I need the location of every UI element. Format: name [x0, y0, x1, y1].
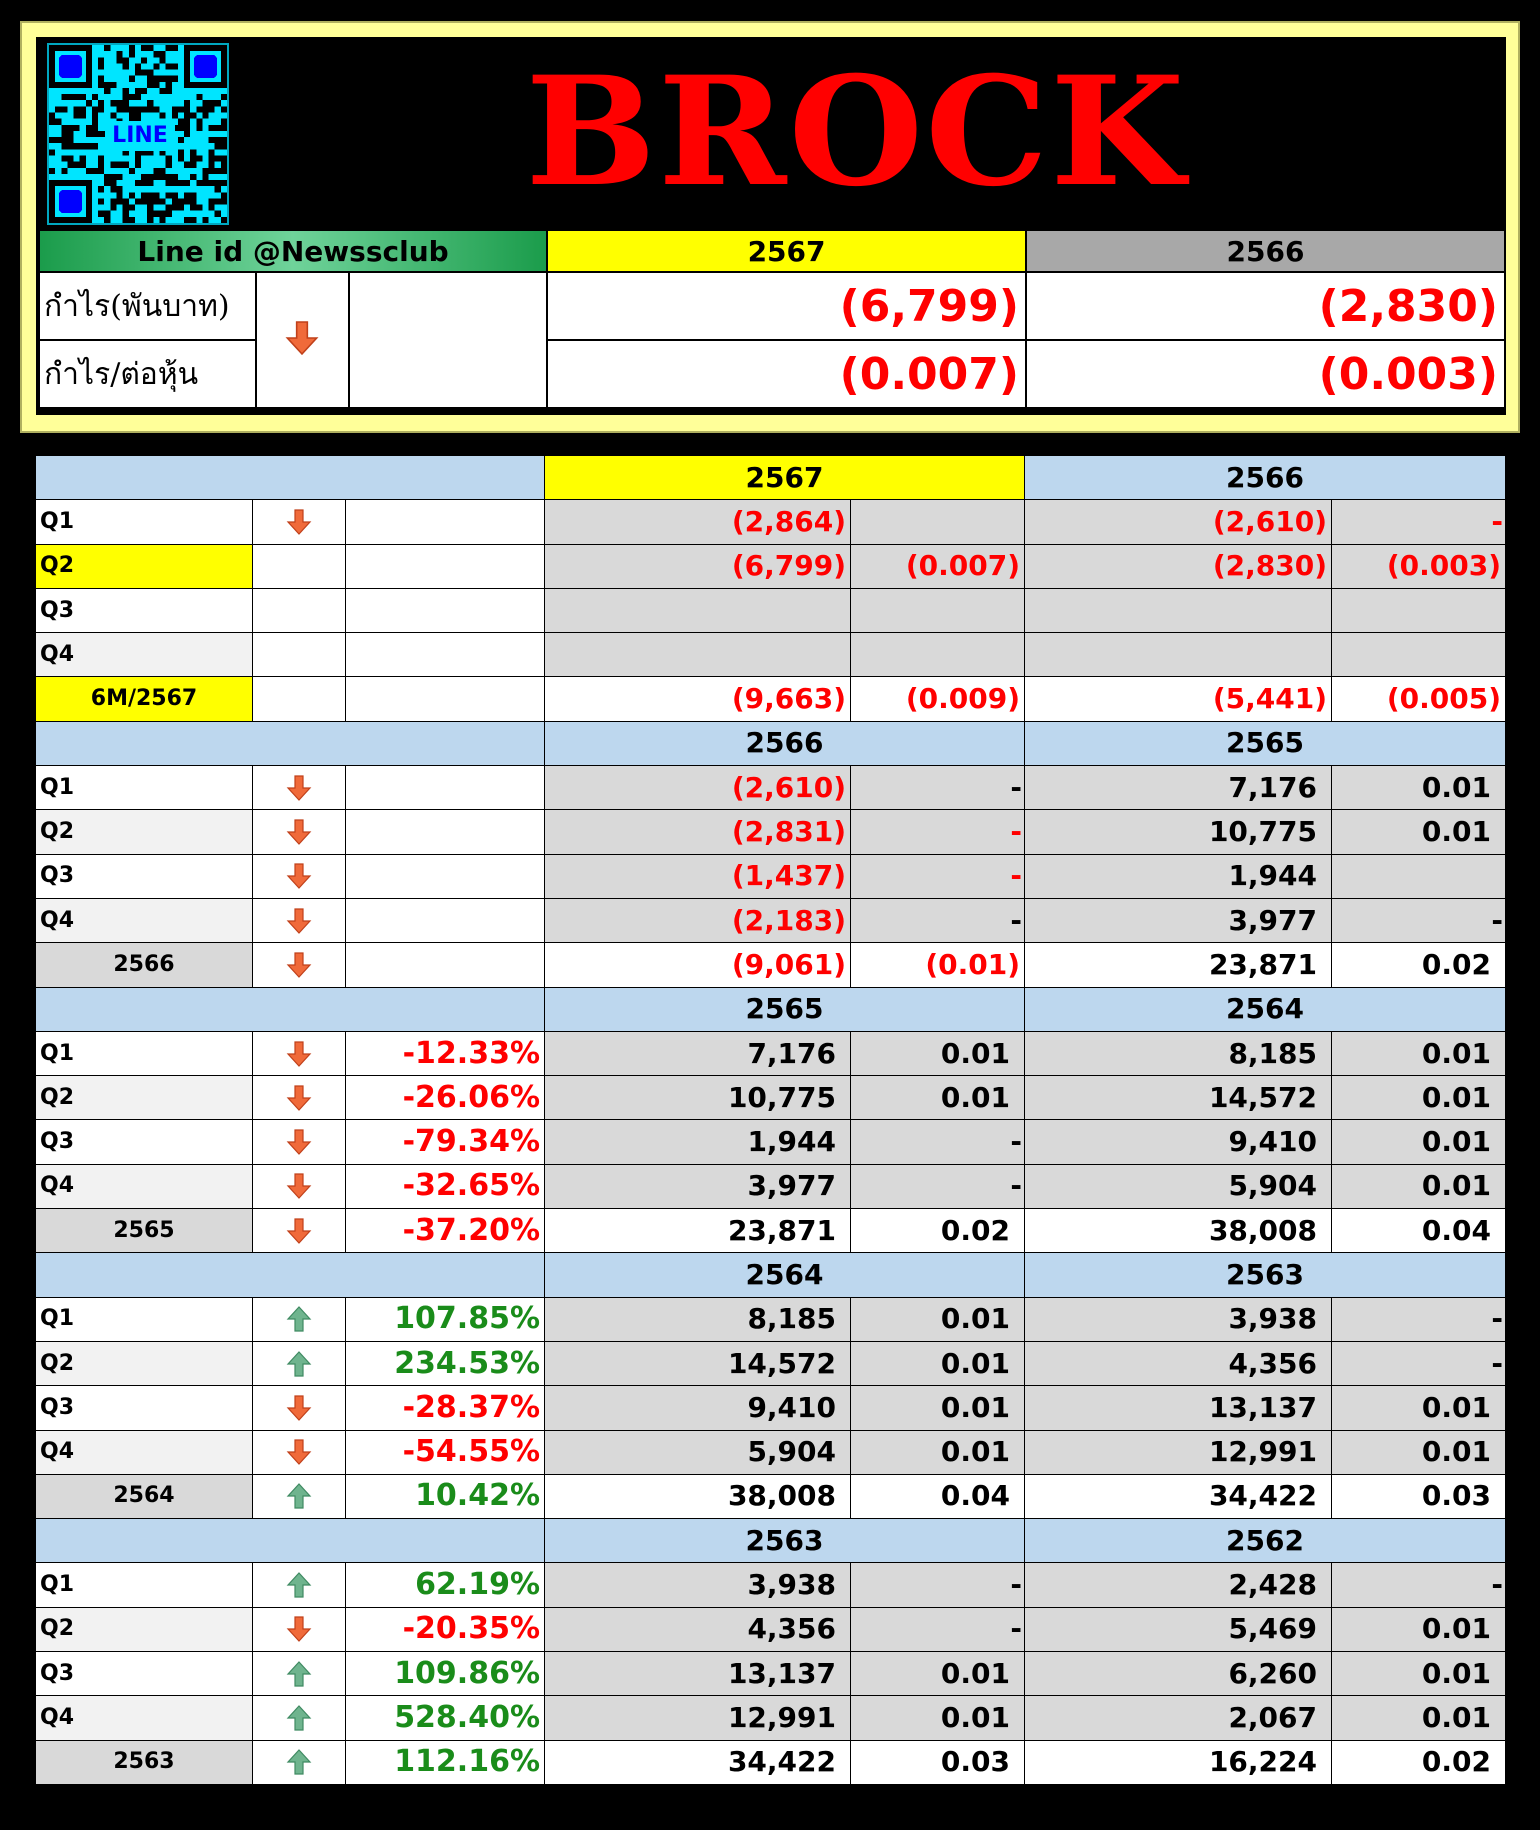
yoy-change: -37.20% [346, 1209, 545, 1253]
arrow-down-icon [284, 1127, 314, 1157]
eps-value-b: 0.03 [1332, 1474, 1506, 1518]
profit-value-b: (5,441) [1025, 677, 1332, 721]
section-header [36, 1519, 1506, 1563]
trend-cell [253, 1696, 346, 1740]
total-row [36, 1209, 1506, 1253]
table-row [36, 1297, 1506, 1341]
profit-value-b: 4,356 [1025, 1341, 1332, 1385]
eps-value-a: 0.01 [851, 1031, 1025, 1075]
yoy-change [346, 898, 545, 942]
eps-value-a: (0.007) [851, 544, 1025, 588]
yoy-change: 234.53% [346, 1341, 545, 1385]
period-label: Q4 [36, 1430, 253, 1474]
eps-value-a: 0.04 [851, 1474, 1025, 1518]
eps-value-b: 0.01 [1332, 1652, 1506, 1696]
eps-value-a: 0.01 [851, 1297, 1025, 1341]
section-year-b: 2565 [1025, 721, 1506, 765]
eps-value-a: - [851, 766, 1025, 810]
profit-value-a: (1,437) [545, 854, 851, 898]
profit-value-a: (2,610) [545, 766, 851, 810]
profit-value-a: (2,183) [545, 898, 851, 942]
arrow-down-icon [284, 1171, 314, 1201]
eps-value-a: 0.01 [851, 1341, 1025, 1385]
period-label: Q1 [36, 500, 253, 544]
eps-value-b: 0.01 [1332, 1696, 1506, 1740]
arrow-down-icon [284, 507, 314, 537]
profit-value-b [1025, 633, 1332, 677]
arrow-down-icon [284, 906, 314, 936]
profit-value-a: 34,422 [545, 1740, 851, 1784]
eps-value-b: 0.01 [1332, 1120, 1506, 1164]
profit-value-a: (2,831) [545, 810, 851, 854]
eps-value-b: 0.01 [1332, 810, 1506, 854]
eps-value-a: 0.03 [851, 1740, 1025, 1784]
profit-value-a [545, 588, 851, 632]
period-label: 6M/2567 [36, 677, 253, 721]
trend-cell [253, 1297, 346, 1341]
yoy-change: -20.35% [346, 1607, 545, 1651]
arrow-down-icon [284, 1614, 314, 1644]
profit-value-b: 3,977 [1025, 898, 1332, 942]
profit-value-a: 3,977 [545, 1164, 851, 1208]
trend-cell [253, 1031, 346, 1075]
summary-inner [36, 37, 1506, 415]
eps-value-a: 0.01 [851, 1696, 1025, 1740]
section-year-a: 2567 [545, 456, 1025, 500]
trend-cell [253, 1209, 346, 1253]
section-header-blank [36, 721, 545, 765]
trend-cell [253, 544, 346, 588]
eps-value-b [1332, 633, 1506, 677]
profit-2567: (6,799) [547, 272, 1026, 340]
section-header-blank [36, 987, 545, 1031]
summary-year-2566: 2566 [1026, 230, 1505, 272]
eps-value-b: 0.01 [1332, 1164, 1506, 1208]
qr-code-icon[interactable] [47, 43, 229, 225]
yoy-change: -79.34% [346, 1120, 545, 1164]
eps-value-b: - [1332, 1341, 1506, 1385]
period-label: Q3 [36, 1120, 253, 1164]
table-row [36, 588, 1506, 632]
eps-2566: (0.003) [1026, 340, 1505, 408]
eps-value-a: 0.02 [851, 1209, 1025, 1253]
trend-cell [253, 766, 346, 810]
trend-cell [253, 588, 346, 632]
section-year-b: 2564 [1025, 987, 1506, 1031]
eps-value-a: - [851, 1607, 1025, 1651]
summary-year-2567: 2567 [547, 230, 1026, 272]
eps-value-a: - [851, 1164, 1025, 1208]
profit-value-a: 10,775 [545, 1076, 851, 1120]
section-year-b: 2563 [1025, 1253, 1506, 1297]
arrow-down-icon [284, 1437, 314, 1467]
total-row [36, 677, 1506, 721]
yoy-change: -32.65% [346, 1164, 545, 1208]
yoy-change [346, 633, 545, 677]
period-label: Q2 [36, 810, 253, 854]
arrow-up-icon [284, 1747, 314, 1777]
profit-2566: (2,830) [1026, 272, 1505, 340]
eps-value-b: 0.01 [1332, 1607, 1506, 1651]
eps-value-a: 0.01 [851, 1430, 1025, 1474]
eps-value-b: 0.02 [1332, 943, 1506, 987]
eps-value-a [851, 633, 1025, 677]
table-row [36, 1386, 1506, 1430]
trend-cell [253, 1120, 346, 1164]
eps-value-b: 0.01 [1332, 1031, 1506, 1075]
eps-value-b: 0.01 [1332, 1430, 1506, 1474]
section-header-blank [36, 1253, 545, 1297]
eps-label: กำไร/ต่อหุ้น [39, 340, 256, 408]
profit-value-b: 7,176 [1025, 766, 1332, 810]
qr-line-label: LINE [105, 121, 175, 151]
profit-value-a: 1,944 [545, 1120, 851, 1164]
trend-cell [253, 943, 346, 987]
eps-value-b: 0.01 [1332, 766, 1506, 810]
arrow-up-icon [284, 1703, 314, 1733]
trend-cell [253, 1386, 346, 1430]
period-label: 2563 [36, 1740, 253, 1784]
profit-value-a: 13,137 [545, 1652, 851, 1696]
trend-cell [253, 1563, 346, 1607]
eps-value-b: (0.005) [1332, 677, 1506, 721]
profit-value-b: 6,260 [1025, 1652, 1332, 1696]
profit-value-b: 2,067 [1025, 1696, 1332, 1740]
yoy-change: -26.06% [346, 1076, 545, 1120]
arrow-down-icon [284, 1216, 314, 1246]
eps-value-a: - [851, 810, 1025, 854]
yoy-change [346, 854, 545, 898]
eps-value-b: - [1332, 898, 1506, 942]
eps-value-b: - [1332, 500, 1506, 544]
profit-value-b: 16,224 [1025, 1740, 1332, 1784]
table-row [36, 1076, 1506, 1120]
period-label: Q3 [36, 1652, 253, 1696]
profit-value-b: 23,871 [1025, 943, 1332, 987]
profit-value-b: 1,944 [1025, 854, 1332, 898]
table-row [36, 1563, 1506, 1607]
trend-cell [253, 677, 346, 721]
table-row [36, 766, 1506, 810]
period-label: Q2 [36, 1607, 253, 1651]
profit-value-a: (6,799) [545, 544, 851, 588]
profit-value-a: 14,572 [545, 1341, 851, 1385]
yoy-change [346, 588, 545, 632]
eps-value-a: (0.009) [851, 677, 1025, 721]
eps-value-a: - [851, 1563, 1025, 1607]
eps-value-b [1332, 854, 1506, 898]
table-row [36, 898, 1506, 942]
section-year-a: 2565 [545, 987, 1025, 1031]
trend-cell [253, 1076, 346, 1120]
trend-cell [253, 1341, 346, 1385]
period-label: Q1 [36, 1297, 253, 1341]
table-row [36, 1607, 1506, 1651]
section-header-blank [36, 456, 545, 500]
eps-value-b: 0.01 [1332, 1076, 1506, 1120]
eps-value-b: 0.02 [1332, 1740, 1506, 1784]
profit-value-b: 34,422 [1025, 1474, 1332, 1518]
arrow-down-icon [284, 1039, 314, 1069]
profit-value-a: (9,061) [545, 943, 851, 987]
table-row [36, 1031, 1506, 1075]
period-label: 2565 [36, 1209, 253, 1253]
period-label: Q2 [36, 1341, 253, 1385]
section-year-a: 2564 [545, 1253, 1025, 1297]
profit-value-b: 12,991 [1025, 1430, 1332, 1474]
table-row [36, 1652, 1506, 1696]
profit-value-a: 5,904 [545, 1430, 851, 1474]
table-row [36, 810, 1506, 854]
eps-value-b: - [1332, 1563, 1506, 1607]
period-label: Q4 [36, 1696, 253, 1740]
profit-value-b: 38,008 [1025, 1209, 1332, 1253]
profit-value-a: 9,410 [545, 1386, 851, 1430]
eps-value-a: - [851, 854, 1025, 898]
yoy-change: 10.42% [346, 1474, 545, 1518]
section-header [36, 1253, 1506, 1297]
period-label: Q1 [36, 766, 253, 810]
period-label: Q4 [36, 1164, 253, 1208]
profit-value-a: (9,663) [545, 677, 851, 721]
section-header [36, 456, 1506, 500]
profit-value-b: (2,830) [1025, 544, 1332, 588]
arrow-up-icon [284, 1304, 314, 1334]
total-row [36, 943, 1506, 987]
profit-value-b: 9,410 [1025, 1120, 1332, 1164]
trend-cell [253, 500, 346, 544]
trend-cell [253, 898, 346, 942]
arrow-down-icon [284, 817, 314, 847]
eps-2567: (0.007) [547, 340, 1026, 408]
arrow-up-icon [284, 1570, 314, 1600]
section-year-b: 2562 [1025, 1519, 1506, 1563]
yoy-change: 109.86% [346, 1652, 545, 1696]
yoy-change: 528.40% [346, 1696, 545, 1740]
profit-value-b: 5,469 [1025, 1607, 1332, 1651]
section-header-blank [36, 1519, 545, 1563]
period-label: Q4 [36, 898, 253, 942]
arrow-up-icon [284, 1481, 314, 1511]
profit-value-b: 3,938 [1025, 1297, 1332, 1341]
section-year-a: 2563 [545, 1519, 1025, 1563]
eps-value-b [1332, 588, 1506, 632]
eps-value-b: 0.04 [1332, 1209, 1506, 1253]
yoy-change: 112.16% [346, 1740, 545, 1784]
period-label: Q3 [36, 588, 253, 632]
yoy-change: 62.19% [346, 1563, 545, 1607]
total-row [36, 1474, 1506, 1518]
profit-value-a: 38,008 [545, 1474, 851, 1518]
table-row [36, 1430, 1506, 1474]
profit-value-b: (2,610) [1025, 500, 1332, 544]
arrow-down-icon [284, 861, 314, 891]
eps-value-a: 0.01 [851, 1386, 1025, 1430]
yoy-change [346, 677, 545, 721]
arrow-up-icon [284, 1659, 314, 1689]
yoy-change: -12.33% [346, 1031, 545, 1075]
section-header [36, 721, 1506, 765]
profit-value-b: 14,572 [1025, 1076, 1332, 1120]
table-row [36, 544, 1506, 588]
yoy-change [346, 810, 545, 854]
trend-cell [253, 1164, 346, 1208]
period-label: Q1 [36, 1031, 253, 1075]
period-label: 2566 [36, 943, 253, 987]
profit-value-a: (2,864) [545, 500, 851, 544]
period-label: Q2 [36, 544, 253, 588]
table-row [36, 500, 1506, 544]
profit-value-b: 8,185 [1025, 1031, 1332, 1075]
eps-value-a [851, 500, 1025, 544]
arrow-down-icon [284, 1393, 314, 1423]
period-label: Q3 [36, 1386, 253, 1430]
trend-cell [253, 1607, 346, 1651]
profit-value-a: 4,356 [545, 1607, 851, 1651]
line-id-banner[interactable]: Line id @Newssclub [39, 230, 547, 272]
eps-value-b: 0.01 [1332, 1386, 1506, 1430]
yoy-change: 107.85% [346, 1297, 545, 1341]
profit-value-b: 2,428 [1025, 1563, 1332, 1607]
arrow-up-icon [284, 1349, 314, 1379]
trend-cell [253, 1474, 346, 1518]
period-label: Q3 [36, 854, 253, 898]
eps-value-b: - [1332, 1297, 1506, 1341]
profit-value-a: 8,185 [545, 1297, 851, 1341]
table-row [36, 633, 1506, 677]
summary-trend-cell [256, 272, 349, 408]
trend-cell [253, 633, 346, 677]
period-label: 2564 [36, 1474, 253, 1518]
summary-table [38, 229, 1506, 409]
profit-value-a: 23,871 [545, 1209, 851, 1253]
yoy-change: -28.37% [346, 1386, 545, 1430]
total-row [36, 1740, 1506, 1784]
eps-value-a [851, 588, 1025, 632]
table-row [36, 854, 1506, 898]
section-year-a: 2566 [545, 721, 1025, 765]
table-row [36, 1696, 1506, 1740]
eps-value-a: 0.01 [851, 1076, 1025, 1120]
eps-value-a: (0.01) [851, 943, 1025, 987]
yoy-change [346, 943, 545, 987]
profit-value-b: 5,904 [1025, 1164, 1332, 1208]
summary-panel [20, 21, 1520, 433]
trend-cell [253, 1430, 346, 1474]
profit-value-a: 7,176 [545, 1031, 851, 1075]
stock-ticker-title: BROCK [525, 44, 1187, 220]
section-header [36, 987, 1506, 1031]
eps-value-a: - [851, 898, 1025, 942]
eps-value-a: 0.01 [851, 1652, 1025, 1696]
profit-value-a: 12,991 [545, 1696, 851, 1740]
profit-label: กำไร(พันบาท) [39, 272, 256, 340]
yoy-change [346, 500, 545, 544]
summary-blank-cell [349, 272, 547, 408]
profit-value-b: 13,137 [1025, 1386, 1332, 1430]
eps-value-b: (0.003) [1332, 544, 1506, 588]
table-row [36, 1164, 1506, 1208]
trend-cell [253, 810, 346, 854]
period-label: Q2 [36, 1076, 253, 1120]
profit-value-a [545, 633, 851, 677]
profit-value-a: 3,938 [545, 1563, 851, 1607]
trend-cell [253, 854, 346, 898]
yoy-change: -54.55% [346, 1430, 545, 1474]
profit-value-b: 10,775 [1025, 810, 1332, 854]
trend-cell [253, 1652, 346, 1696]
eps-value-a: - [851, 1120, 1025, 1164]
quarterly-earnings-table [35, 455, 1506, 1785]
arrow-down-icon [282, 318, 322, 358]
arrow-down-icon [284, 950, 314, 980]
period-label: Q1 [36, 1563, 253, 1607]
table-row [36, 1341, 1506, 1385]
profit-value-b [1025, 588, 1332, 632]
table-row [36, 1120, 1506, 1164]
section-year-b: 2566 [1025, 456, 1506, 500]
arrow-down-icon [284, 773, 314, 803]
period-label: Q4 [36, 633, 253, 677]
yoy-change [346, 766, 545, 810]
yoy-change [346, 544, 545, 588]
trend-cell [253, 1740, 346, 1784]
arrow-down-icon [284, 1083, 314, 1113]
